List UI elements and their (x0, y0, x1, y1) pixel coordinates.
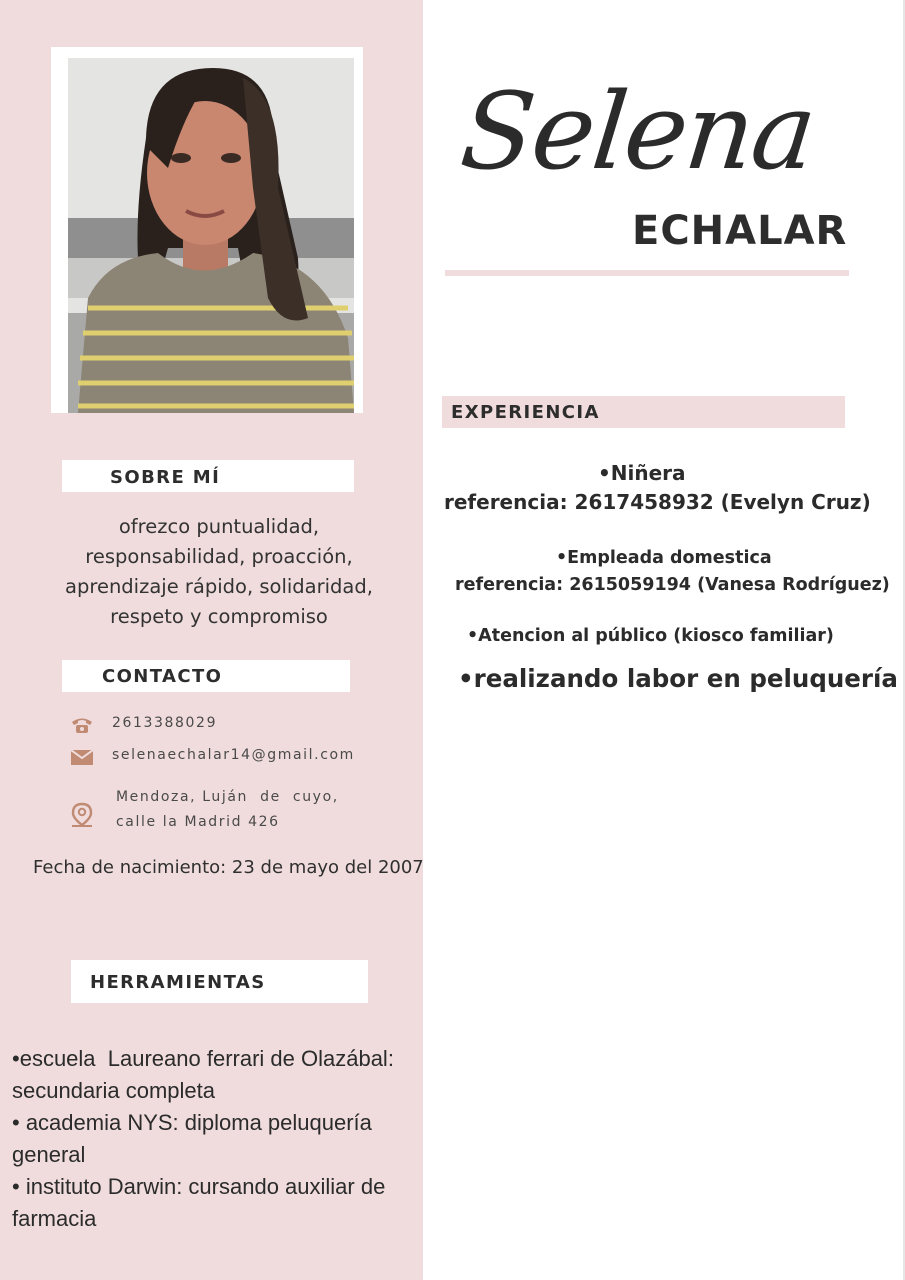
about-text (40, 512, 398, 632)
tools-line: secundaria completa (12, 1078, 216, 1103)
tools-line: • academia NYS: diploma peluquería (12, 1110, 372, 1135)
tools-title: HERRAMIENTAS (90, 972, 266, 993)
experience-item-title: •Empleada domestica (556, 548, 772, 568)
phone-number: 2613388029 (112, 715, 218, 731)
experience-title: EXPERIENCIA (451, 402, 600, 423)
about-line: responsabilidad, proacción, (85, 545, 353, 568)
photo-frame (51, 47, 363, 413)
tools-line: general (12, 1142, 86, 1167)
birth-date: Fecha de nacimiento: 23 de mayo del 2007 (33, 857, 424, 878)
about-title: SOBRE MÍ (110, 467, 221, 488)
address-line-2: calle la Madrid 426 (116, 814, 280, 830)
email-address: selenaechalar14@gmail.com (112, 747, 355, 763)
tools-line: • instituto Darwin: cursando auxiliar de (12, 1174, 386, 1199)
phone-icon (70, 716, 94, 734)
tools-list (12, 1043, 422, 1235)
contact-title: CONTACTO (102, 666, 223, 687)
mail-icon (71, 750, 93, 765)
experience-item-title: •Atencion al público (kiosco familiar) (467, 626, 834, 646)
name-divider (445, 270, 849, 276)
experience-item-reference: referencia: 2617458932 (Evelyn Cruz) (444, 490, 871, 514)
first-name: Selena (455, 70, 820, 193)
profile-photo (68, 58, 354, 413)
about-line: aprendizaje rápido, solidaridad, (65, 575, 373, 598)
about-line: ofrezco puntualidad, (118, 515, 320, 538)
last-name: ECHALAR (632, 208, 848, 254)
location-icon (70, 802, 94, 828)
tools-line: farmacia (12, 1206, 97, 1231)
tools-line: •escuela Laureano ferrari de Olazábal: (12, 1046, 394, 1071)
portrait-illustration (68, 58, 354, 413)
about-line: respeto y compromiso (110, 605, 328, 628)
address-line-1: Mendoza, Luján de cuyo, (116, 789, 339, 805)
experience-item-title: •Niñera (598, 461, 686, 485)
experience-item-title: •realizando labor en peluquería (458, 664, 898, 693)
experience-item-reference: referencia: 2615059194 (Vanesa Rodríguez) (455, 575, 890, 595)
